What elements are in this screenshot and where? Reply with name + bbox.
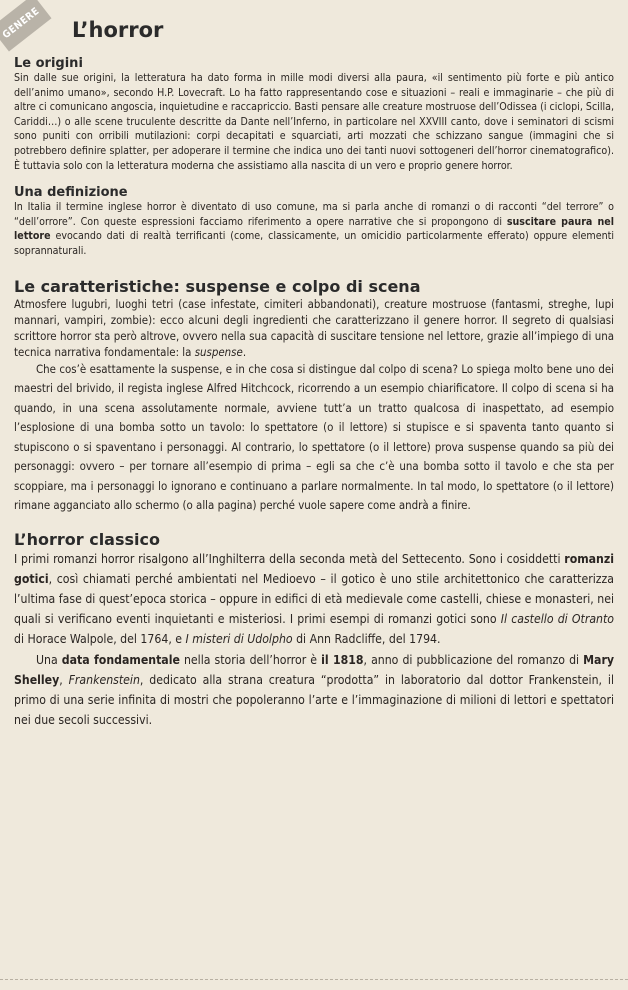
article-body (14, 56, 614, 730)
genre-corner-tab: GENERE (0, 0, 52, 51)
section-origins (14, 56, 614, 173)
paragraph (14, 549, 614, 650)
section-heading: L’horror classico (14, 529, 160, 549)
paragraph: Sin dalle sue origini, la letteratura ha dato forma in mille modi diversi alla paura, «il sentimento più forte e più antico dell’animo umano», secondo H.P. Lovecraft. Lo ha fatto rappresentando cose e situazioni – reali e immaginarie – che più di altre ci comunicano angoscia, inquietudine e raccapriccio. Basti pensare alle creature mostruose dell’Odissea (i ciclopi, Scilla, Cariddi…) o alle scene truculente descritte da Dante nell’Inferno, in particolare nel XXVIII canto, dove i seminatori di scismi sono puniti con orribili mutilazioni: corpi decapitati e squarciati, arti mozzati che schizzano sangue (immagini che si potrebbero definire splatter, per adoperare il termine che indica uno dei tanti nuovi sottogeneri dell’horror cinematografico). È tuttavia solo con la letteratura moderna che assistiamo alla nascita di un vero e proprio genere horror. (14, 72, 614, 172)
section-characteristics (14, 277, 614, 516)
section-heading: Una definizione (14, 185, 128, 201)
section-heading: Le caratteristiche: suspense e colpo di scena (14, 276, 421, 296)
italic-text: Frankenstein (68, 672, 140, 687)
bold-text: Mary Shelley (14, 652, 615, 687)
section-definition (14, 185, 614, 258)
text-run: di Horace Walpole, del 1764, e (14, 632, 186, 647)
bold-text: romanzi gotici (14, 551, 614, 586)
text-run: evocando dati di realtà terrificanti (come, classicamente, un omicidio particolarmente efferato) oppure elementi soprannaturali. (14, 230, 614, 257)
italic-text: suspense (194, 344, 243, 359)
text-run: , anno di pubblicazione del romanzo di (363, 652, 584, 667)
text-run: Una (36, 652, 62, 667)
italic-text: I misteri di Udolpho (185, 632, 293, 647)
bold-text: data fondamentale (61, 652, 180, 667)
paragraph (14, 650, 614, 731)
section-heading: Le origini (14, 56, 83, 71)
italic-text: Il castello di Otranto (500, 612, 614, 627)
paragraph (14, 200, 614, 258)
text-run: I primi romanzi horror risalgono all’Inghilterra della seconda metà del Settecento. Sono i cosiddetti (14, 551, 565, 566)
text-run: , (59, 672, 69, 687)
text-run: , dedicato alla strana creatura “prodotta” in laboratorio dal dottor Frankenstein, il primo di una serie infinita di mostri che popoleranno l’arte e l’immaginazione di milioni di lettori e spettatori nei due secoli successivi. (14, 672, 614, 728)
bold-text: il 1818 (321, 652, 364, 667)
paragraph: Che cos’è esattamente la suspense, e in che cosa si distingue dal colpo di scena? Lo spiega molto bene uno dei maestri del brivido, il regista inglese Alfred Hitchcock, ricorrendo a un esempio chiarificatore. Il colpo di scena si ha quando, in una scena assolutamente normale, avviene tutt’a un tratto qualcosa di inaspettato, ad esempio l’esplosione di una bomba sotto un tavolo: lo spettatore (o il lettore) si stupisce e si spaventa tanto quanto si stupiscono o si spaventano i personaggi. Al contrario, lo spettatore (o il lettore) prova suspense quando sa più dei personaggi: ovvero – per tornare all’esempio di prima – egli sa che c’è una bomba sotto il tavolo e che sta per scoppiare, ma i personaggi lo ignorano e continuano a parlare normalmente. In tal modo, lo spettatore (o il lettore) rimane agganciato allo schermo (o alla pagina) perché vuole sapere come andrà a finire. (14, 361, 614, 513)
bottom-divider (0, 979, 628, 990)
text-run: Atmosfere lugubri, luoghi tetri (case infestate, cimiteri abbandonati), creature mostruose (fantasmi, streghe, lupi mannari, vampiri, zombie): ecco alcuni degli ingredienti che caratterizzano il genere horror. Il segreto di qualsiasi scrittore horror sta però altrove, ovvero nella sua capacità di suscitare tensione nel lettore, grazie all’impiego di una tecnica narrativa fondamentale: la (14, 296, 614, 359)
text-run: . (242, 344, 247, 359)
page-title: L’horror (72, 18, 164, 42)
bold-text: suscitare paura nel lettore (14, 215, 614, 243)
text-run: di Ann Radcliffe, del 1794. (292, 632, 441, 647)
text-run: , così chiamati perché ambientati nel Medioevo – il gotico è uno stile architettonico che caratterizza l’ultima fase di quest’epoca storica – oppure in edifici di età medievale come castelli, chiese e monasteri, nei quali si verificano eventi inquietanti e misteriosi. I primi esempi di romanzi gotici sono (14, 571, 614, 627)
text-run: nella storia dell’horror è (179, 652, 322, 667)
section-classic-horror (14, 530, 614, 731)
paragraph (14, 296, 614, 360)
text-run: In Italia il termine inglese horror è diventato di uso comune, ma si parla anche di romanzi o di racconti “del terrore” o “dell’orrore”. Con queste espressioni facciamo riferimento a opere narrative che si propongono di (14, 201, 614, 228)
